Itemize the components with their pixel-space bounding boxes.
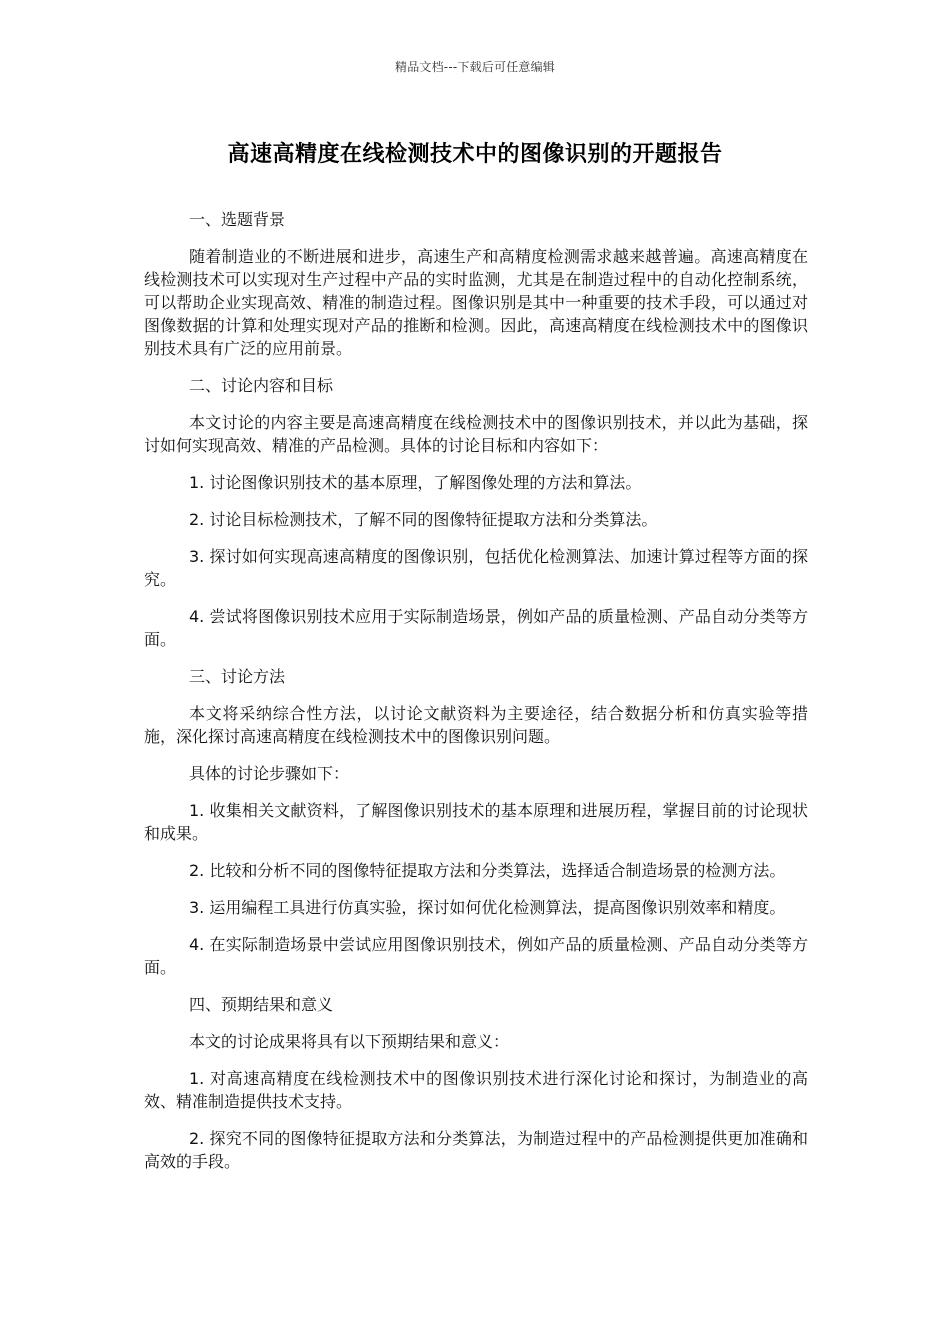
header-note: 精品文档---下载后可任意编辑: [395, 60, 555, 74]
paragraph-steps-intro: 具体的讨论步骤如下：: [189, 764, 350, 783]
document-body: [144, 208, 808, 1187]
list-item-goal-2: 2. 讨论目标检测技术，了解不同的图像特征提取方法和分类算法。: [189, 510, 658, 529]
section-heading-method: 三、讨论方法: [189, 667, 286, 686]
paragraph-content-intro: 本文讨论的内容主要是高速高精度在线检测技术中的图像识别技术，并以此为基础，探讨如何实现高效、精准的产品检测。具体的讨论目标和内容如下：: [144, 413, 808, 455]
list-item-goal-3: 3. 探讨如何实现高速高精度的图像识别，包括优化检测算法、加速计算过程等方面的探究。: [144, 547, 808, 589]
paragraph-method-intro: 本文将采纳综合性方法，以讨论文献资料为主要途径，结合数据分析和仿真实验等措施，深化探讨高速高精度在线检测技术中的图像识别问题。: [144, 704, 808, 746]
list-item-step-1: 1. 收集相关文献资料，了解图像识别技术的基本原理和进展历程，掌握目前的讨论现状和成果。: [144, 801, 808, 843]
paragraph-results-intro: 本文的讨论成果将具有以下预期结果和意义：: [189, 1032, 510, 1051]
section-heading-background: 一、选题背景: [189, 210, 286, 229]
list-item-goal-4: 4. 尝试将图像识别技术应用于实际制造场景，例如产品的质量检测、产品自动分类等方面。: [144, 607, 808, 649]
list-item-result-1: 1. 对高速高精度在线检测技术中的图像识别技术进行深化讨论和探讨，为制造业的高效、精准制造提供技术支持。: [144, 1069, 808, 1111]
list-item-step-2: 2. 比较和分析不同的图像特征提取方法和分类算法，选择适合制造场景的检测方法。: [189, 861, 786, 880]
list-item-result-2: 2. 探究不同的图像特征提取方法和分类算法，为制造过程中的产品检测提供更加准确和高效的手段。: [144, 1129, 808, 1171]
list-item-step-3: 3. 运用编程工具进行仿真实验，探讨如何优化检测算法，提高图像识别效率和精度。: [189, 898, 786, 917]
document-title: 高速高精度在线检测技术中的图像识别的开题报告: [227, 142, 723, 167]
paragraph-background: 随着制造业的不断进展和进步，高速生产和高精度检测需求越来越普遍。高速高精度在线检测技术可以实现对生产过程中产品的实时监测，尤其是在制造过程中的自动化控制系统，可以帮助企业实现高效、精准的制造过程。图像识别是其中一种重要的技术手段，可以通过对图像数据的计算和处理实现对产品的推断和检测。因此，高速高精度在线检测技术中的图像识别技术具有广泛的应用前景。: [144, 247, 808, 358]
section-heading-expected-results: 四、预期结果和意义: [189, 995, 334, 1014]
list-item-step-4: 4. 在实际制造场景中尝试应用图像识别技术，例如产品的质量检测、产品自动分类等方面。: [144, 935, 808, 977]
section-heading-content-goals: 二、讨论内容和目标: [189, 376, 334, 395]
list-item-goal-1: 1. 讨论图像识别技术的基本原理，了解图像处理的方法和算法。: [189, 473, 642, 492]
